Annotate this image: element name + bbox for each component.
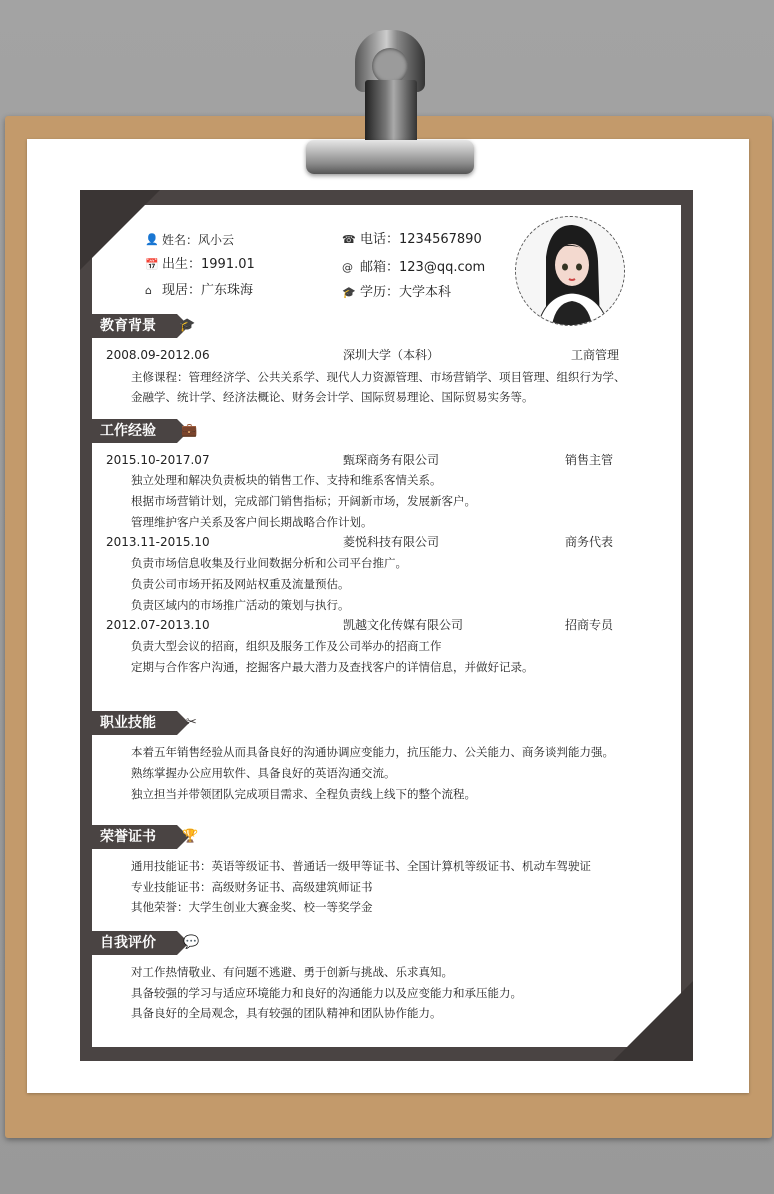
work-company: 菱悦科技有限公司 (343, 535, 440, 549)
section-honors-title: 荣誉证书 (92, 825, 177, 849)
honor-line: 专业技能证书：高级财务证书、高级建筑师证书 (131, 880, 373, 894)
work-period: 2012.07-2013.10 (106, 618, 210, 632)
calendar-icon: 📅 (145, 258, 159, 271)
work-detail: 负责大型会议的招商，组织及服务工作及公司举办的招商工作 (131, 639, 442, 653)
work-detail: 负责市场信息收集及行业间数据分析和公司平台推广。 (131, 556, 407, 570)
phone-icon: ☎ (342, 233, 356, 246)
profile-education: 学历：大学本科 (360, 285, 452, 300)
section-education-title: 教育背景 (92, 314, 177, 338)
graduation-cap-icon: 🎓 (179, 318, 196, 333)
honor-line: 通用技能证书：英语等级证书、普通话一级甲等证书、全国计算机等级证书、机动车驾驶证 (131, 859, 591, 873)
work-detail: 管理维护客户关系及客户间长期战略合作计划。 (131, 515, 373, 529)
profile-phone: 电话：1234567890 (360, 232, 482, 247)
work-detail: 定期与合作客户沟通，挖掘客户最大潜力及查找客户的详情信息，并做好记录。 (131, 660, 534, 674)
work-detail: 根据市场营销计划，完成部门销售指标；开阔新市场，发展新客户。 (131, 494, 476, 508)
work-detail: 负责区域内的市场推广活动的策划与执行。 (131, 598, 350, 612)
work-company: 甄琛商务有限公司 (343, 453, 440, 467)
profile-email: 邮箱：123@qq.com (360, 260, 486, 275)
chat-bubble-icon: 💬 (183, 935, 200, 950)
user-icon: 👤 (145, 233, 159, 246)
section-work-title: 工作经验 (92, 419, 177, 443)
email-icon: @ (342, 261, 353, 274)
briefcase-icon: 💼 (181, 423, 198, 438)
education-major: 工商管理 (571, 348, 620, 362)
self-line: 对工作热情敬业、有问题不逃避、勇于创新与挑战、乐求真知。 (131, 965, 453, 979)
profile-birth: 出生：1991.01 (162, 257, 255, 272)
work-title: 销售主管 (565, 453, 614, 467)
self-line: 具备良好的全局观念，具有较强的团队精神和团队协作能力。 (131, 1006, 442, 1020)
home-icon: ⌂ (145, 284, 152, 297)
skill-line: 熟练掌握办公应用软件、具备良好的英语沟通交流。 (131, 766, 396, 780)
tools-icon: ✂ (186, 715, 197, 730)
education-school: 深圳大学（本科） (343, 348, 440, 362)
education-courses: 金融学、统计学、经济法概论、财务会计学、国际贸易理论、国际贸易实务等。 (131, 390, 534, 404)
graduation-cap-icon: 🎓 (342, 286, 356, 299)
work-title: 招商专员 (565, 618, 614, 632)
self-line: 具备较强的学习与适应环境能力和良好的沟通能力以及应变能力和承压能力。 (131, 986, 522, 1000)
corner-decoration (613, 981, 693, 1061)
work-period: 2013.11-2015.10 (106, 535, 210, 549)
education-courses: 主修课程：管理经济学、公共关系学、现代人力资源管理、市场营销学、项目管理、组织行为学、 (131, 370, 626, 384)
skill-line: 本着五年销售经验从而具备良好的沟通协调应变能力，抗压能力、公关能力、商务谈判能力强。 (131, 745, 614, 759)
avatar (515, 216, 625, 326)
skill-line: 独立担当并带领团队完成项目需求、全程负责线上线下的整个流程。 (131, 787, 476, 801)
work-detail: 负责公司市场开拓及网站权重及流量预估。 (131, 577, 350, 591)
trophy-icon: 🏆 (182, 829, 199, 844)
education-period: 2008.09-2012.06 (106, 348, 210, 362)
work-title: 商务代表 (565, 535, 614, 549)
honor-line: 其他荣誉：大学生创业大赛金奖、校一等奖学金 (131, 900, 373, 914)
profile-residence: 现居：广东珠海 (162, 283, 254, 298)
work-company: 凯越文化传媒有限公司 (343, 618, 464, 632)
profile-name: 姓名：风小云 (162, 233, 235, 247)
work-detail: 独立处理和解决负责板块的销售工作、支持和维系客情关系。 (131, 473, 442, 487)
section-skills-title: 职业技能 (92, 711, 177, 735)
section-self-title: 自我评价 (92, 931, 177, 955)
work-period: 2015.10-2017.07 (106, 453, 210, 467)
